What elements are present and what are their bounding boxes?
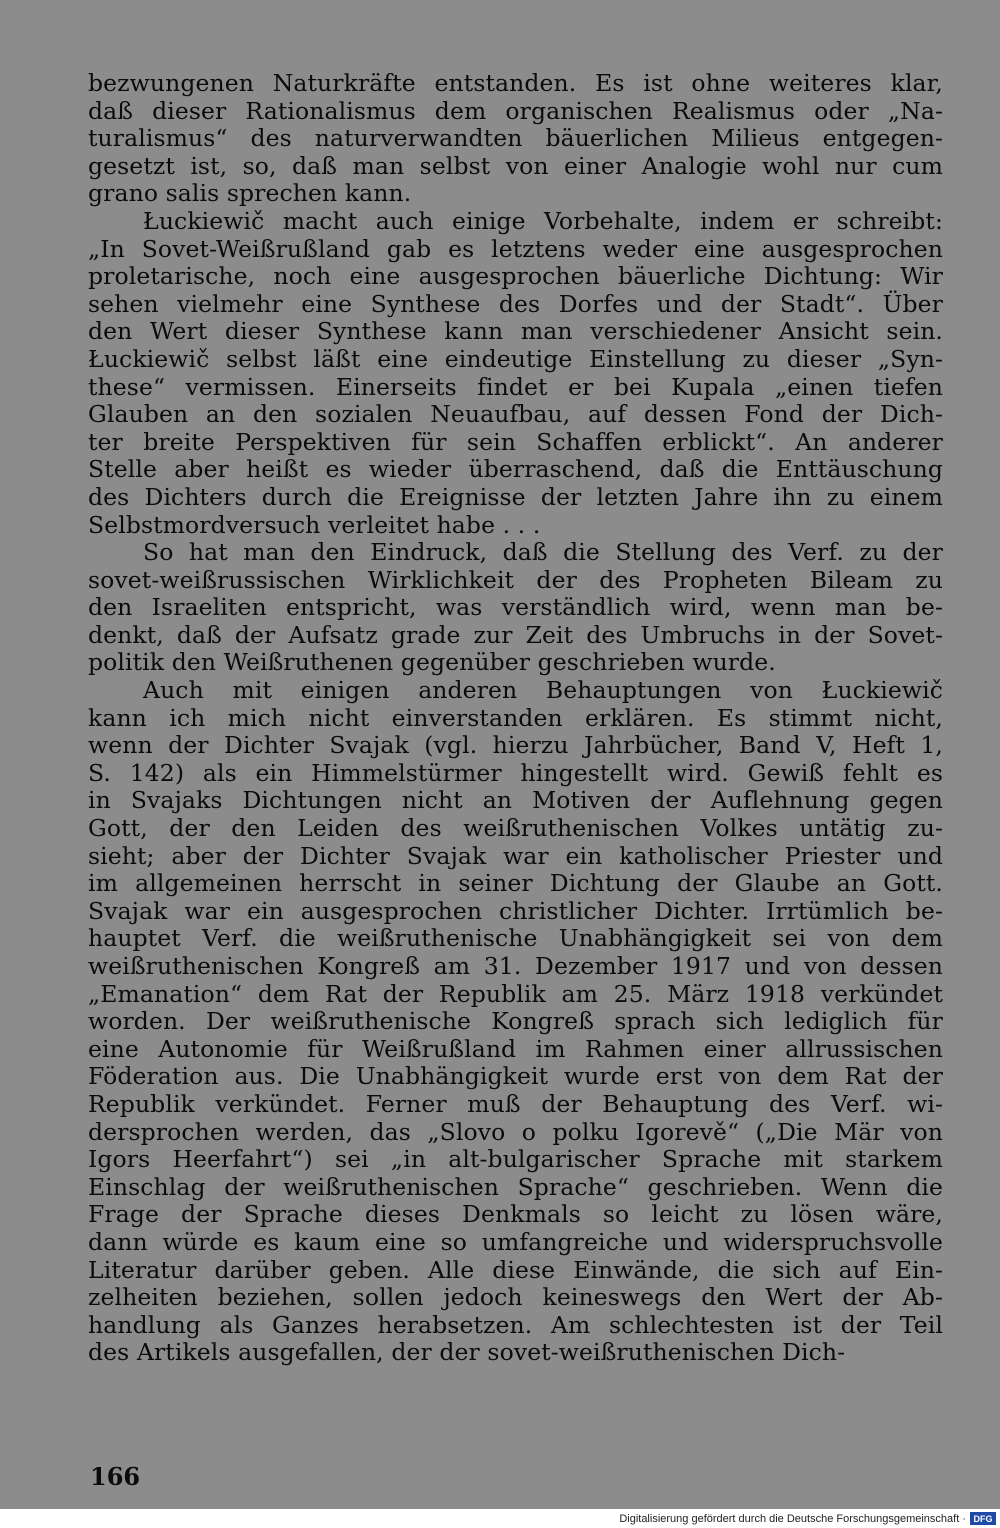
- text-line: politik den Weißruthenen gegenüber geschrieben wurde.: [88, 648, 776, 677]
- text-line: im allgemeinen herrscht in seiner Dichtung der Glaube an Gott.: [88, 869, 943, 898]
- text-line: So hat man den Eindruck, daß die Stellung des Verf. zu der: [143, 538, 943, 567]
- text-line: den Wert dieser Synthese kann man verschiedener Ansicht sein.: [88, 317, 943, 346]
- text-line: „Emanation“ dem Rat der Republik am 25. März 1918 verkündet: [88, 979, 943, 1008]
- text-line: handlung als Ganzes herabsetzen. Am schlechtesten ist der Teil: [88, 1310, 943, 1339]
- text-line: denkt, daß der Aufsatz grade zur Zeit des Umbruchs in der Sovet-: [88, 620, 943, 649]
- text-line: Frage der Sprache dieses Denkmals so leicht zu lösen wäre,: [88, 1200, 943, 1229]
- text-line: kann ich mich nicht einverstanden erklären. Es stimmt nicht,: [88, 703, 943, 732]
- text-line: Stelle aber heißt es wieder überraschend, daß die Enttäuschung: [88, 455, 943, 484]
- dfg-logo-icon: DFG: [970, 1512, 996, 1525]
- paragraph: [88, 539, 943, 677]
- text-line: turalismus“ des naturverwandten bäuerlichen Milieus entgegen-: [88, 124, 943, 153]
- text-line: daß dieser Rationalismus dem organischen Realismus oder „Na-: [88, 96, 943, 125]
- text-line: S. 142) als ein Himmelstürmer hingestellt wird. Gewiß fehlt es: [88, 758, 943, 787]
- paragraph: [88, 70, 943, 208]
- text-line: dann würde es kaum eine so umfangreiche und widerspruchsvolle: [88, 1227, 943, 1256]
- text-line: Igors Heerfahrt“) sei „in alt-bulgarischer Sprache mit starkem: [88, 1145, 943, 1174]
- text-line: des Dichters durch die Ereignisse der letzten Jahre ihn zu einem: [88, 482, 943, 511]
- text-line: sovet-weißrussischen Wirklichkeit der des Propheten Bileam zu: [88, 565, 943, 594]
- text-line: grano salis sprechen kann.: [88, 179, 412, 208]
- text-line: ter breite Perspektiven für sein Schaffen erblickt“. An anderer: [88, 427, 943, 456]
- text-line: in Svajaks Dichtungen nicht an Motiven der Auflehnung gegen: [88, 786, 943, 815]
- text-line: these“ vermissen. Einerseits findet er bei Kupala „einen tiefen: [88, 372, 943, 401]
- footer-credit: Digitalisierung gefördert durch die Deutsche Forschungsgemeinschaft ·: [619, 1512, 966, 1525]
- digitization-footer: [0, 1509, 1000, 1528]
- text-line: sieht; aber der Dichter Svajak war ein katholischer Priester und: [88, 841, 943, 870]
- page-number: 166: [90, 1462, 141, 1491]
- text-line: Literatur darüber geben. Alle diese Einwände, die sich auf Ein-: [88, 1255, 943, 1284]
- text-line: Łuckiewič selbst läßt eine eindeutige Einstellung zu dieser „Syn-: [88, 344, 943, 373]
- paragraph: [88, 208, 943, 539]
- text-line: den Israeliten entspricht, was verständlich wird, wenn man be-: [88, 593, 943, 622]
- text-line: Glauben an den sozialen Neuaufbau, auf dessen Fond der Dich-: [88, 400, 943, 429]
- paragraph: [88, 677, 943, 1367]
- text-line: gesetzt ist, so, daß man selbst von einer Analogie wohl nur cum: [88, 151, 943, 180]
- text-line: dersprochen werden, das „Slovo o polku Igorevě“ („Die Mär von: [88, 1117, 943, 1146]
- body-text: [88, 70, 943, 1367]
- text-line: hauptet Verf. die weißruthenische Unabhängigkeit sei von dem: [88, 924, 943, 953]
- text-line: bezwungenen Naturkräfte entstanden. Es ist ohne weiteres klar,: [88, 69, 943, 97]
- text-line: Föderation aus. Die Unabhängigkeit wurde erst von dem Rat der: [88, 1062, 943, 1091]
- text-line: Łuckiewič macht auch einige Vorbehalte, indem er schreibt:: [143, 206, 943, 235]
- text-line: des Artikels ausgefallen, der der sovet-weißruthenischen Dich-: [88, 1338, 846, 1367]
- text-line: worden. Der weißruthenische Kongreß sprach sich lediglich für: [88, 1007, 943, 1036]
- text-line: „In Sovet-Weißrußland gab es letztens weder eine ausgesprochen: [88, 234, 943, 263]
- text-line: Gott, der den Leiden des weißruthenischen Volkes untätig zu-: [88, 814, 943, 843]
- text-line: Republik verkündet. Ferner muß der Behauptung des Verf. wi-: [88, 1089, 943, 1118]
- text-line: Einschlag der weißruthenischen Sprache“ geschrieben. Wenn die: [88, 1172, 943, 1201]
- text-line: weißruthenischen Kongreß am 31. Dezember 1917 und von dessen: [88, 952, 943, 980]
- text-line: proletarische, noch eine ausgesprochen bäuerliche Dichtung: Wir: [88, 262, 943, 291]
- text-line: Auch mit einigen anderen Behauptungen von Łuckiewič: [143, 676, 943, 705]
- text-line: zelheiten beziehen, sollen jedoch keineswegs den Wert der Ab-: [88, 1283, 943, 1312]
- text-line: eine Autonomie für Weißrußland im Rahmen einer allrussischen: [88, 1034, 943, 1063]
- text-line: sehen vielmehr eine Synthese des Dorfes und der Stadt“. Über: [88, 289, 943, 318]
- text-line: wenn der Dichter Svajak (vgl. hierzu Jahrbücher, Band V, Heft 1,: [88, 731, 943, 760]
- text-line: Svajak war ein ausgesprochen christlicher Dichter. Irrtümlich be-: [88, 896, 943, 925]
- text-line: Selbstmordversuch verleitet habe . . .: [88, 510, 541, 539]
